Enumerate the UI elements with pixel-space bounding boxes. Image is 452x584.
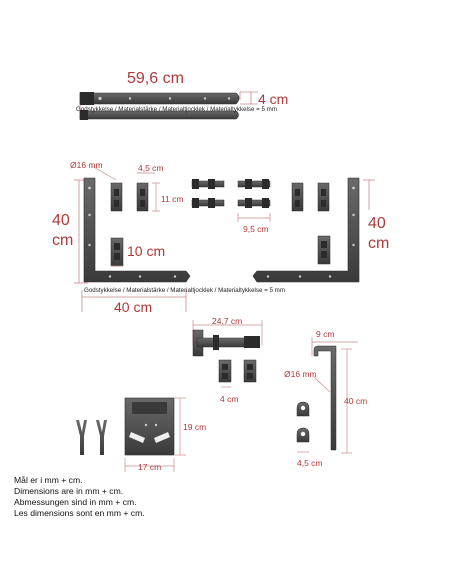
screw-hole [88,244,90,246]
screw-hole [352,187,355,190]
screw-hole [267,275,269,277]
latch-assembly [193,320,262,387]
drop-rod [297,337,358,453]
small-bracket-label: 10 cm [127,243,166,259]
screw-hole [129,97,131,99]
corner-thickness-note: Godstykkelse / Materialstärke / Materialtjocklek / Materialtykkelse = 5 mm [84,287,285,294]
hinge-knuckle [80,92,94,105]
rod-diameter-label: Ø16 mm [284,369,317,379]
screw-hole [88,214,90,216]
bracket-height-label: 11 cm [161,194,184,204]
screw-hole [98,97,101,100]
small-bracket [111,238,123,266]
screw-hole [352,244,354,246]
screw-hole [139,275,141,277]
wall-plate [125,398,186,472]
footer-line-2: Dimensions are in mm + cm. [14,486,124,496]
screw-hole [204,97,206,99]
footer-line-4: Les dimensions sont en mm + cm. [14,508,145,518]
top-width-label: 59,6 cm [127,70,184,87]
left-height-label-bottom: cm [52,232,74,249]
right-corner-bracket [253,178,359,282]
screw-hole [88,187,91,190]
bracket-pair-right [292,183,330,264]
plate-width-label: 17 cm [138,462,162,472]
corner-diameter-label: Ø16 mm [70,160,103,170]
rod-eye-label: 4,5 cm [297,458,323,468]
bolt-spacing-label: 9,5 cm [243,224,269,234]
strap-hinge-bar [80,93,239,104]
screw-hole [329,275,331,277]
latch-width-label: 24,7 cm [212,316,243,326]
footer-line-3: Abmessungen sind in mm + cm. [14,497,137,507]
left-height-label-top: 40 [52,212,70,229]
right-height-label-bottom: cm [368,235,390,252]
corner-width-label: 40 cm [114,299,153,315]
screw-hole [109,275,111,277]
screw-hole [169,97,171,99]
right-height-label-top: 40 [368,215,386,232]
bracket-width-label: 4,5 cm [138,163,164,173]
screw-hole [299,275,301,277]
screw-hole [352,214,354,216]
screw-hole [228,97,230,99]
footer-line-1: Mål er i mm + cm. [14,475,83,485]
top-height-label: 4 cm [258,91,289,107]
y-pins [76,420,107,455]
top-thickness-note: Godstykkelse / Materialstärke / Materialtjocklek / Materialtykkelse = 5 mm [76,106,277,113]
plate-height-label: 19 cm [183,422,207,432]
latch-keeper-label: 4 cm [220,394,239,404]
rod-hook-label: 9 cm [316,329,335,339]
rod-height-label: 40 cm [344,396,368,406]
screw-hole [174,275,176,277]
bolts [192,179,270,222]
bracket-pair-left [111,173,160,211]
